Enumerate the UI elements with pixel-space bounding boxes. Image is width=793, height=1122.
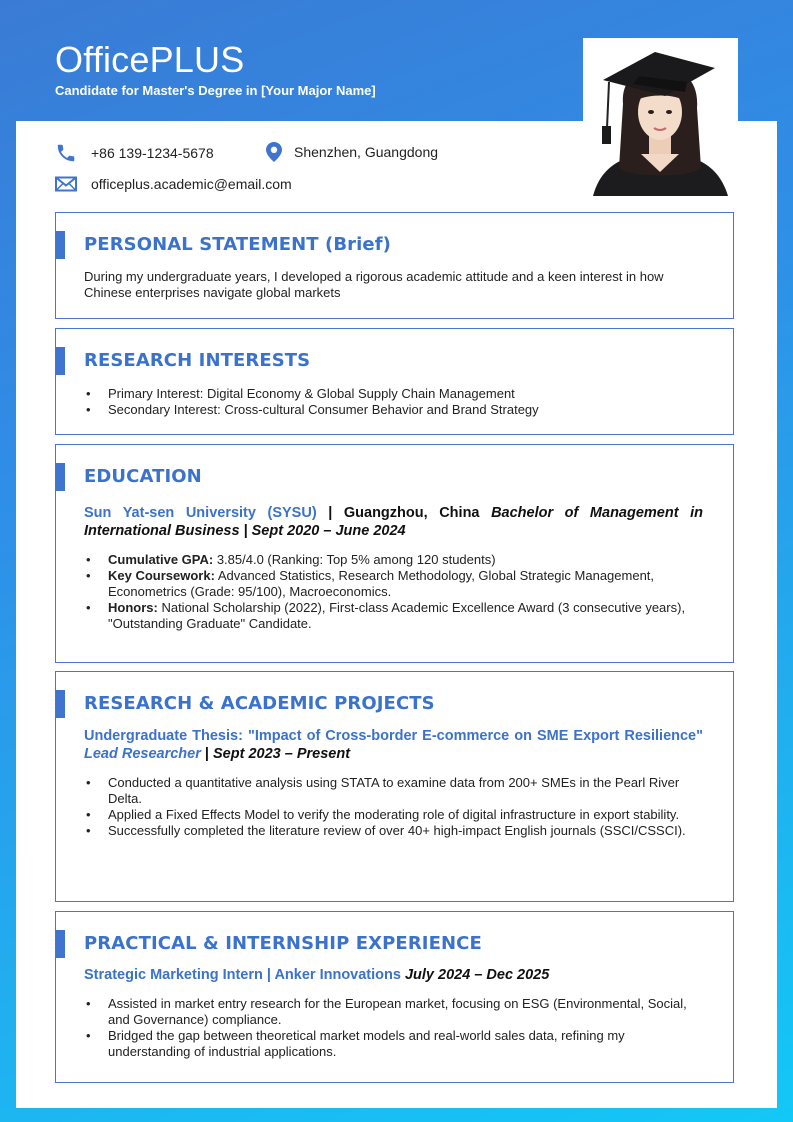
profile-photo — [583, 38, 738, 196]
section-accent-bar — [56, 930, 65, 958]
section-accent-bar — [56, 231, 65, 259]
list-item: • Conducted a quantitative analysis using STATA to examine data from 200+ SMEs in the Pearl River Delta. — [84, 775, 703, 807]
section-heading: EDUCATION — [84, 466, 202, 487]
list-item: • Applied a Fixed Effects Model to verify the moderating role of digital infrastructure in export stability. — [84, 807, 703, 823]
project-title: Undergraduate Thesis: "Impact of Cross-border E-commerce on SME Export Resilience" — [84, 728, 703, 744]
interests-list — [84, 386, 703, 418]
project-dates: Sept 2023 – Present — [213, 746, 351, 762]
list-item: • Successfully completed the literature review of over 40+ high-impact English journals (SSCI/CSSCI). — [84, 823, 703, 839]
experience-section — [55, 911, 734, 1083]
project-role: Lead Researcher — [84, 746, 201, 762]
candidate-subtitle: Candidate for Master's Degree in [Your Major Name] — [55, 83, 376, 98]
section-heading: RESEARCH & ACADEMIC PROJECTS — [84, 693, 435, 714]
section-accent-bar — [56, 690, 65, 718]
experience-list — [84, 996, 703, 1060]
map-pin-icon — [266, 142, 282, 162]
list-item: • Cumulative GPA: 3.85/4.0 (Ranking: Top 5% among 120 students) — [84, 552, 703, 568]
email-address: officeplus.academic@email.com — [91, 176, 292, 192]
project-subheading: Undergraduate Thesis: "Impact of Cross-border E-commerce on SME Export Resilience" Lead Researcher | Sept 2023 – Present — [84, 728, 703, 762]
personal-statement-section — [55, 212, 734, 319]
education-dates: Sept 2020 – June 2024 — [251, 523, 406, 539]
education-section — [55, 444, 734, 663]
list-item: • Bridged the gap between theoretical market models and real-world sales data, refining my understanding of industrial applications. — [84, 1028, 703, 1060]
list-item: • Honors: National Scholarship (2022), First-class Academic Excellence Award (3 consecutive years), "Outstanding Graduate" Candidate. — [84, 600, 703, 632]
list-item: • Secondary Interest: Cross-cultural Consumer Behavior and Brand Strategy — [84, 402, 703, 418]
school-name: Sun Yat-sen University (SYSU) — [84, 505, 317, 521]
contact-phone — [55, 142, 214, 164]
phone-number: +86 139-1234-5678 — [91, 145, 214, 161]
section-accent-bar — [56, 463, 65, 491]
education-subheading: Sun Yat-sen University (SYSU) | Guangzhou, China Bachelor of Management in International Business | Sept 2020 – June 2024 — [84, 505, 704, 539]
list-item: • Assisted in market entry research for the European market, focusing on ESG (Environmental, Social, and Governance) compliance. — [84, 996, 703, 1028]
section-heading: RESEARCH INTERESTS — [84, 350, 311, 371]
section-heading: PRACTICAL & INTERNSHIP EXPERIENCE — [84, 933, 482, 954]
project-list — [84, 775, 703, 839]
name-title: OfficePLUS — [55, 39, 245, 80]
section-heading: PERSONAL STATEMENT (Brief) — [84, 234, 391, 255]
statement-text: During my undergraduate years, I developed a rigorous academic attitude and a keen interest in how Chinese enterprises navigate global markets — [84, 269, 664, 300]
projects-section — [55, 671, 734, 902]
list-item: • Primary Interest: Digital Economy & Global Supply Chain Management — [84, 386, 703, 402]
education-list — [84, 552, 703, 632]
contact-location — [266, 142, 438, 162]
contact-email — [55, 176, 292, 192]
phone-icon — [55, 142, 77, 164]
research-interests-section — [55, 328, 734, 435]
section-accent-bar — [56, 347, 65, 375]
experience-subheading — [84, 966, 703, 984]
envelope-icon — [55, 176, 77, 192]
degree: Bachelor of Management in International Business — [84, 505, 704, 539]
experience-dates: July 2024 – Dec 2025 — [404, 967, 550, 983]
list-item: • Key Coursework: Advanced Statistics, Research Methodology, Global Strategic Management, Econometrics (Grade: 95/100), Macroeconomics. — [84, 568, 703, 600]
position-title: Strategic Marketing Intern | Anker Innovations — [84, 967, 401, 983]
location-text: Shenzhen, Guangdong — [294, 144, 439, 160]
school-city: Guangzhou, China — [343, 505, 480, 521]
